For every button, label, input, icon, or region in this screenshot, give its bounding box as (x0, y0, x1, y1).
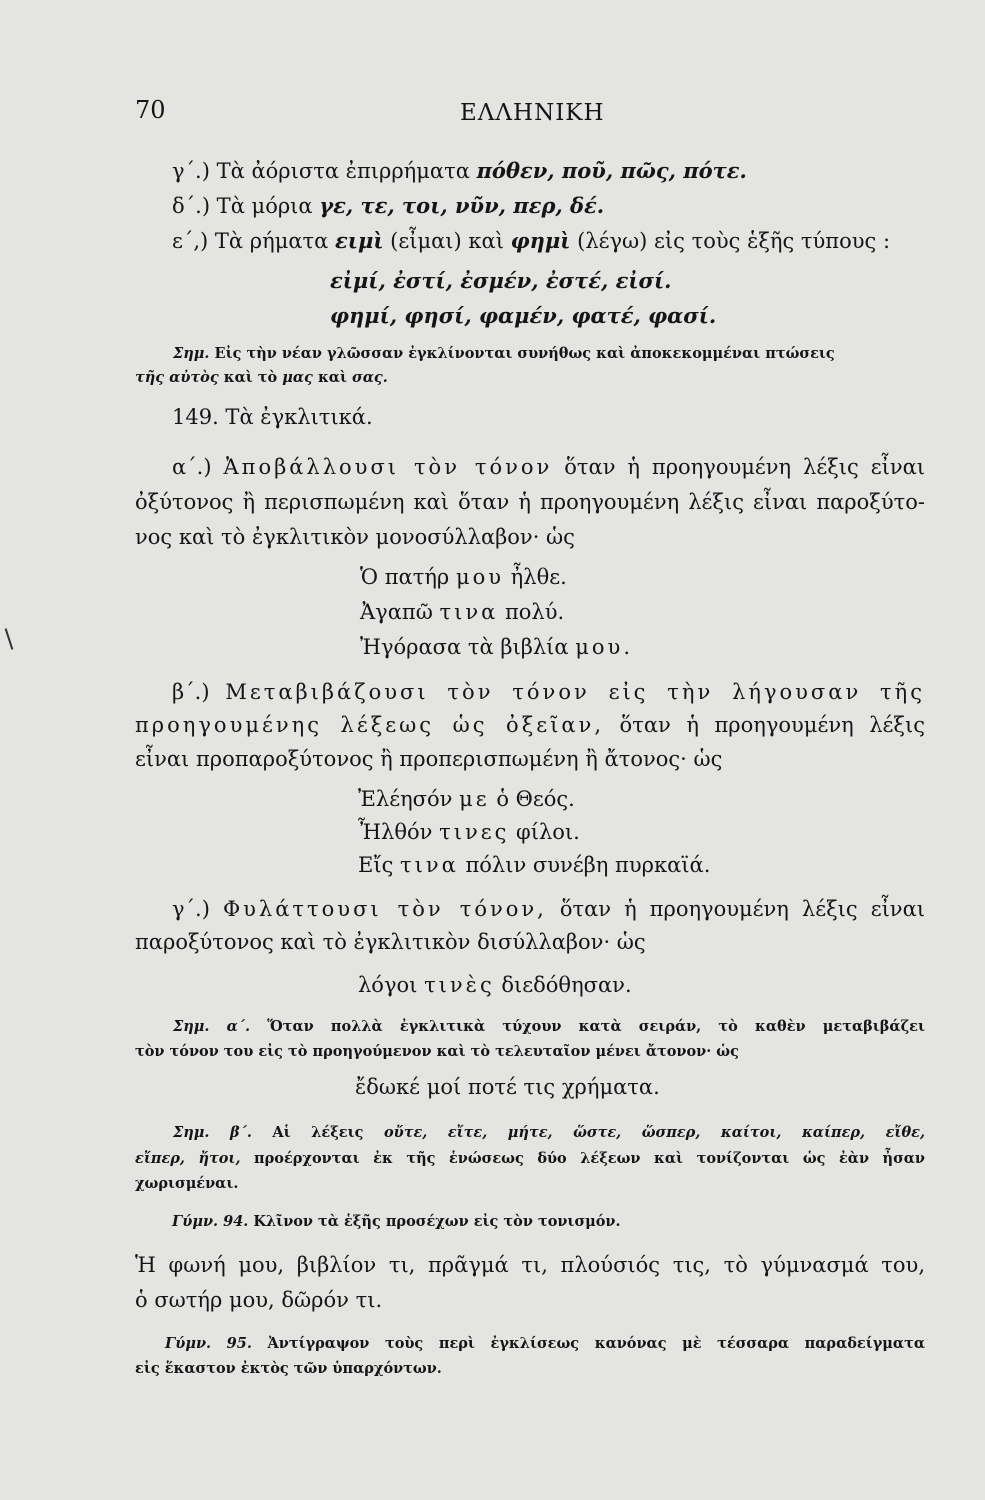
rule-alpha-line-3: νος καὶ τὸ ἐγκλιτικὸν μονοσύλλαβον· ὡς (135, 525, 575, 549)
rule-gamma-line-2: παροξύτονος καὶ τὸ ἐγκλιτικὸν δισύλλαβον· ὡς (135, 930, 646, 954)
exercise-94-line-2: ὁ σωτήρ μου, δῶρόν τι. (135, 1288, 383, 1312)
note-beta-line-1: Σημ. β΄. Αἱ λέξεις οὔτε, εἴτε, μήτε, ὥστε, ὥσπερ, καίτοι, καίπερ, εἴθε, (173, 1124, 925, 1141)
example-4: Ἐλέησόν με ὁ Θεός. (358, 787, 575, 811)
note-beta-line-3: χωρισμέναι. (135, 1175, 239, 1192)
rule-gamma-adverbs: γ΄.) Τὰ ἀόριστα ἐπιρρήματα πόθεν, ποῦ, πῶς, πότε. (172, 158, 747, 183)
example-2: Ἀγαπῶ τινα πολύ. (360, 600, 565, 624)
rule-epsilon-verbs: ε΄,) Τὰ ρήματα ειμὶ (εἶμαι) καὶ φημὶ (λέγω) εἰς τοὺς ἑξῆς τύπους : (172, 228, 891, 253)
rule-beta-line-1: β΄.) Μεταβιβάζουσι τὸν τόνον εἰς τὴν λήγουσαν τῆς (172, 680, 926, 704)
exercise-95-line-1: Γύμν. 95. Ἀντίγραψον τοὺς περὶ ἐγκλίσεως κανόνας μὲ τέσσαρα παραδείγματα (165, 1335, 925, 1352)
rule-alpha-line-1: α΄.) Ἀποβάλλουσι τὸν τόνον ὅταν ἡ προηγουμένη λέξις εἶναι (172, 455, 925, 479)
verb-forms-eimi: εἰμί, ἐστί, ἐσμέν, ἐστέ, εἰσί. (330, 268, 672, 293)
verb-forms-phimi: φημί, φησί, φαμέν, φατέ, φασί. (330, 303, 717, 328)
note-alpha-line-2: τὸν τόνον του εἰς τὸ προηγούμενον καὶ τὸ τελευταῖον μένει ἄτονον· ὡς (135, 1043, 739, 1060)
example-6: Εἴς τινα πόλιν συνέβη πυρκαϊά. (358, 853, 711, 877)
note-beta-line-2: εἴπερ, ἤτοι, προέρχονται ἐκ τῆς ἑνώσεως δύο λέξεων καὶ τονίζονται ὡς ἐὰν ἦσαν (135, 1150, 925, 1167)
example-5: Ἦλθόν τινες φίλοι. (358, 820, 580, 844)
rule-gamma-line-1: γ΄.) Φυλάττουσι τὸν τόνον, ὅταν ἡ προηγουμένη λέξις εἶναι (172, 897, 925, 921)
rule-beta-line-3: εἶναι προπαροξύτονος ἢ προπερισπωμένη ἢ ἄτονος· ὡς (135, 747, 723, 771)
rule-delta-particles: δ΄.) Τὰ μόρια γε, τε, τοι, νῦν, περ, δέ. (172, 193, 605, 218)
margin-pencil-mark (5, 628, 14, 650)
example-3: Ἠγόρασα τὰ βιβλία μου. (360, 635, 633, 659)
page-number: 70 (135, 96, 166, 124)
note-alpha-line-1: Σημ. α΄. Ὅταν πολλὰ ἐγκλιτικὰ τύχουν κατὰ σειράν, τὸ καθὲν μεταβιβάζει (173, 1018, 925, 1035)
example-8: ἔδωκέ μοί ποτέ τις χρήματα. (355, 1075, 660, 1099)
rule-alpha-line-2: ὀξύτονος ἢ περισπωμένη καὶ ὅταν ἡ προηγουμένη λέξις εἶναι παροξύτο- (135, 490, 925, 514)
rule-beta-line-2: προηγουμένης λέξεως ὡς ὀξεῖαν, ὅταν ἡ προηγουμένη λέξις (135, 713, 925, 737)
note-line-2: τῆς αὐτὸς καὶ τὸ μας καὶ σας. (135, 369, 388, 386)
exercise-94-heading: Γύμν. 94. Κλῖνον τὰ ἑξῆς προσέχων εἰς τὸν τονισμόν. (172, 1213, 621, 1230)
running-title: ΕΛΛΗΝΙΚΗ (460, 100, 605, 126)
example-7: λόγοι τινὲς διεδόθησαν. (358, 973, 632, 997)
note-line-1: Σημ. Εἰς τὴν νέαν γλῶσσαν ἐγκλίνονται συνήθως καὶ ἀποκεκομμέναι πτώσεις (173, 345, 835, 362)
exercise-95-line-2: εἰς ἕκαστον ἐκτὸς τῶν ὑπαρχόντων. (135, 1360, 442, 1377)
example-1: Ὁ πατήρ μου ἦλθε. (360, 565, 567, 589)
section-149-heading: 149. Τὰ ἐγκλιτικά. (172, 405, 373, 429)
exercise-94-line-1: Ἡ φωνή μου, βιβλίον τι, πρᾶγμά τι, πλούσιός τις, τὸ γύμνασμά του, (135, 1253, 925, 1277)
